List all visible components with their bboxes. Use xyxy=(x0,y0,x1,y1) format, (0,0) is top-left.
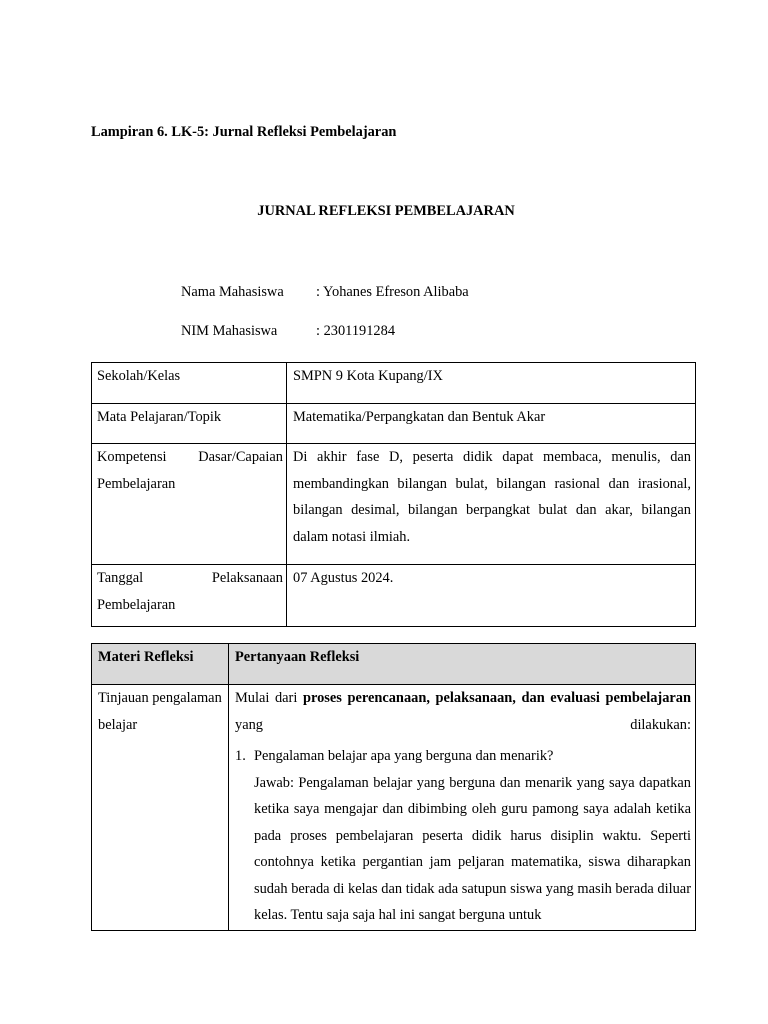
intro-bold: proses perencanaan, pelaksanaan, dan evaluasi pembelajaran xyxy=(302,690,691,706)
info-label: Kompetensi Dasar/Capaian Pembelajaran xyxy=(92,444,287,565)
intro-after: yang dilakukan: xyxy=(235,716,691,733)
info-label: Sekolah/Kelas xyxy=(92,363,287,404)
reflection-topic-text: Tinjauan pengalaman belajar xyxy=(98,690,222,733)
reflection-content-cell xyxy=(229,685,696,931)
info-row-subject xyxy=(92,404,696,444)
info-value: 07 Agustus 2024. xyxy=(287,565,696,627)
appendix-heading: Lampiran 6. LK-5: Jurnal Refleksi Pembelajaran xyxy=(91,124,397,140)
document-title: JURNAL REFLEKSI PEMBELAJARAN xyxy=(257,203,515,219)
answer-text: Jawab: Pengalaman belajar yang berguna dan menarik yang saya dapatkan ketika saya mengajar dan dibimbing oleh guru pamong saya adalah ketika pada proses pembelajaran peserta didik harus disiplin waktu. Seperti contohnya ketika pergantian jam peljaran matematika, siswa diharapkan sudah berada di kelas dan tidak ada satupun siswa yang masih berada diluar kelas. Tentu saja saja hal ini sangat berguna untuk xyxy=(254,774,691,923)
question-number: 1. xyxy=(235,748,246,764)
question-text: Pengalaman belajar apa yang berguna dan menarik? xyxy=(254,748,554,764)
info-row-competency xyxy=(92,444,696,565)
info-value: Matematika/Perpangkatan dan Bentuk Akar xyxy=(287,404,696,444)
question-item xyxy=(235,743,691,770)
header-reflection-material: Materi Refleksi xyxy=(92,644,229,685)
learning-info-table xyxy=(91,362,696,627)
info-label: Mata Pelajaran/Topik xyxy=(92,404,287,444)
info-value: Di akhir fase D, peserta didik dapat membaca, menulis, dan membandingkan bilangan bulat, bilangan rasional dan irasional, bilangan desimal, bilangan berpangkat bulat dan akar, bilangan dalam notasi ilmiah. xyxy=(287,444,696,565)
info-row-school xyxy=(92,363,696,404)
info-row-date xyxy=(92,565,696,627)
header-reflection-question: Pertanyaan Refleksi xyxy=(229,644,696,685)
student-nim-label: NIM Mahasiswa xyxy=(181,323,278,339)
student-name-label: Nama Mahasiswa xyxy=(181,284,284,300)
reflection-header-row xyxy=(92,644,696,685)
reflection-topic-cell xyxy=(92,685,229,931)
info-value: SMPN 9 Kota Kupang/IX xyxy=(287,363,696,404)
reflection-topic xyxy=(98,685,224,738)
intro-before: Mulai dari xyxy=(235,690,303,706)
reflection-row xyxy=(92,685,696,931)
student-name-value: : Yohanes Efreson Alibaba xyxy=(316,284,469,300)
reflection-intro xyxy=(235,685,691,738)
student-nim-value: : 2301191284 xyxy=(316,323,396,339)
info-label: Tanggal Pelaksanaan Pembelajaran xyxy=(92,565,287,627)
topic-underline xyxy=(158,684,230,685)
reflection-table xyxy=(91,643,696,931)
